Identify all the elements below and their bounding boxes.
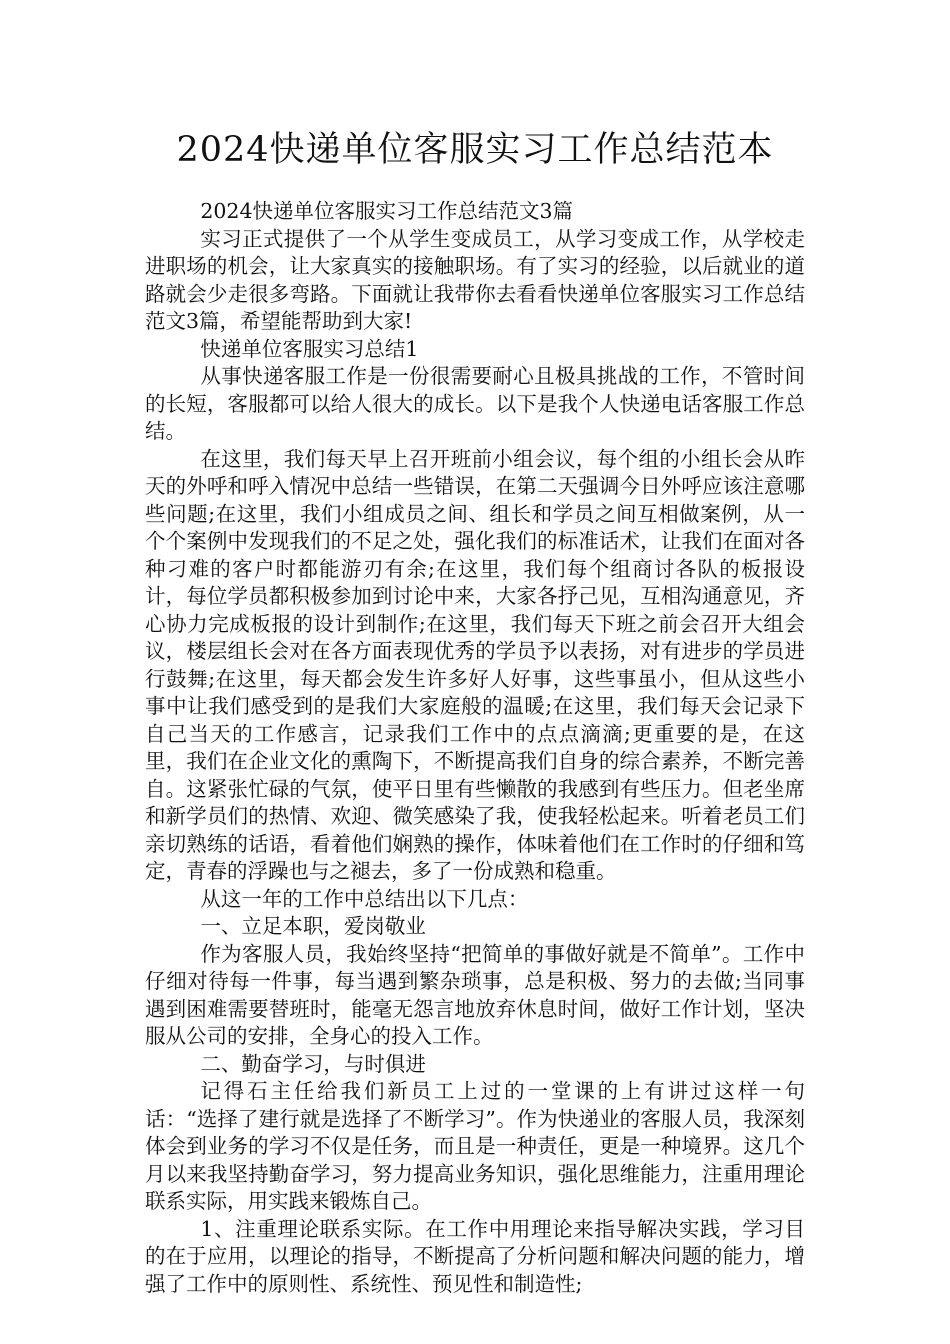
- body-paragraph: 从事快递客服工作是一份很需要耐心且极具挑战的工作，不管时间的长短，客服都可以给人很大的成长。以下是我个人快递电话客服工作总结。: [145, 364, 805, 443]
- subtitle-paragraph: 2024快递单位客服实习工作总结范文3篇: [200, 199, 574, 223]
- document-body: [145, 198, 805, 1298]
- section-heading: 快递单位客服实习总结1: [200, 336, 419, 361]
- body-paragraph: 在这里，我们每天早上召开班前小组会议，每个组的小组长会从昨天的外呼和呼入情况中总结一些错误，在第二天强调今日外呼应该注意哪些问题;在这里，我们小组成员之间、组长和学员之间互相做案例，从一个个案例中发现我们的不足之处，强化我们的标准话术，让我们在面对各种刁难的客户时都能游刃有余;在这里，我们每个组商讨各队的板报设计，每位学员都积极参加到讨论中来，大家各抒己见，互相沟通意见，齐心协力完成板报的设计到制作;在这里，我们每天下班之前会召开大组会议，楼层组长会对在各方面表现优秀的学员予以表扬，对有进步的学员进行鼓舞;在这里，每天都会发生许多好人好事，这些事虽小，但从这些小事中让我们感受到的是我们大家庭般的温暖;在这里，我们每天会记录下自己当天的工作感言，记录我们工作中的点点滴滴;更重要的是，在这里，我们在企业文化的熏陶下，不断提高我们自身的综合素养，不断完善自。这紧张忙碌的气氛，使平日里有些懒散的我感到有些压力。但老坐席和新学员们的热情、欢迎、微笑感染了我，使我轻松起来。听着老员工们亲切熟练的话语，看着他们娴熟的操作，体味着他们在工作时的仔细和笃定，青春的浮躁也与之褪去，多了一份成熟和稳重。: [145, 446, 805, 883]
- body-paragraph: 从这一年的工作中总结出以下几点：: [200, 886, 529, 911]
- section-heading: 二、勤奋学习，与时俱进: [200, 1051, 426, 1076]
- body-paragraph: 1、注重理论联系实际。在工作中用理论来指导解决实践，学习目的在于应用，以理论的指导，不断提高了分析问题和解决问题的能力，增强了工作中的原则性、系统性、预见性和制造性;: [145, 1216, 805, 1296]
- section-heading: 一、立足本职，爱岗敬业: [200, 914, 426, 938]
- body-paragraph: 记得石主任给我们新员工上过的一堂课的上有讲过这样一句话：“选择了建行就是选择了不断学习”。作为快递业的客服人员，我深刻体会到业务的学习不仅是任务，而且是一种责任，更是一种境界。这几个月以来我坚持勤奋学习，努力提高业务知识，强化思维能力，注重用理论联系实际，用实践来锻炼自己。: [145, 1079, 805, 1213]
- body-paragraph: 作为客服人员，我始终坚持“把简单的事做好就是不简单”。工作中仔细对待每一件事，每当遇到繁杂琐事，总是积极、努力的去做;当同事遇到困难需要替班时，能毫无怨言地放弃休息时间，做好工作计划，坚决服从公司的安排，全身心的投入工作。: [145, 941, 805, 1048]
- document-title: 2024快递单位客服实习工作总结范本: [176, 130, 774, 170]
- intro-paragraph: 实习正式提供了一个从学生变成员工，从学习变成工作，从学校走进职场的机会，让大家真实的接触职场。有了实习的经验，以后就业的道路就会少走很多弯路。下面就让我带你去看看快递单位客服实习工作总结范文3篇，希望能帮助到大家!: [145, 226, 805, 333]
